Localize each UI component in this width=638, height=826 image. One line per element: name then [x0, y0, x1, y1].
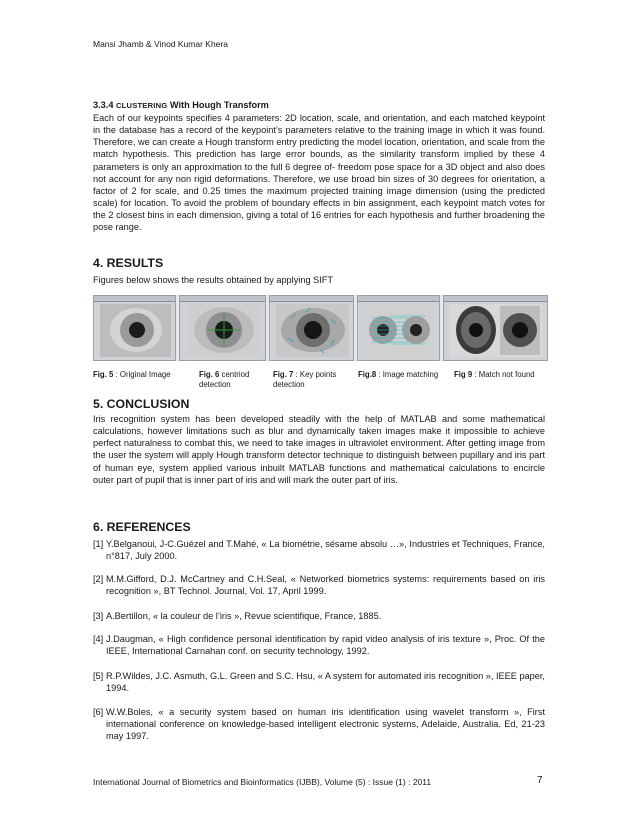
caption-text: : Key points detection	[273, 370, 337, 389]
caption-text: : Match not found	[472, 370, 535, 379]
reference-number: [1]	[93, 539, 104, 549]
reference-item	[93, 706, 545, 742]
caption-label: Fig. 6	[199, 370, 220, 379]
caption-fig-9	[454, 370, 550, 380]
reference-number: [4]	[93, 634, 104, 644]
figure-7-keypoints-detection	[269, 295, 354, 361]
journal-footer: International Journal of Biometrics and Bioinformatics (IJBB), Volume (5) : Issue (1) : 2011	[93, 777, 432, 787]
results-heading: 4. RESULTS	[93, 256, 164, 270]
eye-image	[100, 304, 171, 357]
reference-item	[93, 633, 545, 657]
figure-strip	[93, 295, 548, 361]
reference-text: Y.Belganoui, J-C.Guézel and T.Mahé, « La biométrie, sésame absolu …», Industries et Techniques, France, n°817, July 2000.	[106, 539, 545, 562]
figure-9-match-not-found	[443, 295, 548, 361]
reference-text: W.W.Boles, « a security system based on human iris identification using wavelet transform », First international conference on knowledge-based intelligent electronic systems, Adelaide, Australia. Ed, 21-23 may 1997.	[106, 707, 545, 742]
eye-image-keypoints	[276, 304, 349, 357]
subsection-heading-334	[93, 100, 269, 110]
conclusion-paragraph: Iris recognition system has been developed steadily with the help of MATLAB and some mathematical calculations, however limitations such as blur and dynamically taken images make it impossible to achieve perfect naturalness to combat this, we need to take images in ultraviolet environment. After getting image from the user the system will apply Hough transform detector technique to distinguish between pupillary and iris part of human eye, system applied various inbuilt MATLAB functions and mathematical calculations to encircle outer part of pupil that is inner part of iris and will mark the outer part of iris.	[93, 414, 545, 485]
caption-text: : Original Image	[113, 370, 171, 379]
subsection-smallcaps: CLUSTERING	[116, 101, 168, 110]
running-header: Mansi Jhamb & Vinod Kumar Khera	[93, 39, 228, 49]
subsection-number: 3.3.4	[93, 100, 116, 110]
caption-label: Fig. 5	[93, 370, 114, 379]
reference-item	[93, 573, 545, 597]
window-titlebar	[270, 296, 353, 302]
reference-item	[93, 610, 545, 622]
references-heading: 6. REFERENCES	[93, 520, 191, 534]
figure-8-image-matching	[357, 295, 440, 361]
caption-text: centriod detection	[199, 370, 250, 389]
conclusion-heading: 5. CONCLUSION	[93, 397, 190, 411]
caption-fig-7	[273, 370, 353, 390]
clustering-paragraph: Each of our keypoints specifies 4 parameters: 2D location, scale, and orientation, and each matched keypoint in the database has a record of the keypoint’s parameters relative to the training image in which it was found. Therefore, we can create a Hough transform entry predicting the model location, orientation, and scale from the match hypothesis. This prediction has large error bounds, as the similarity transform implied by these 4 parameters is only an approximation to the full 6 degree of- freedom pose space for a 3D object and also does not account for any non rigid deformations. Therefore, we use broad bin sizes of 30 degrees for orientation, a factor of 2 for scale, and 0.25 times the maximum projected training image dimension (using the predicted scale) for location. To avoid the problem of boundary effects in bin assignment, each keypoint match votes for the 2 closest bins in each dimension, giving a total of 16 entries for each hypothesis and further broadening the pose range.	[93, 113, 545, 233]
reference-number: [3]	[93, 611, 104, 621]
reference-number: [2]	[93, 574, 104, 584]
reference-text: R.P.Wildes, J.C. Asmuth, G.L. Green and S.C. Hsu, « A system for automated iris recognition », IEEE paper, 1994.	[106, 671, 545, 694]
eye-pair-matching	[364, 304, 435, 357]
caption-fig-8	[358, 370, 450, 380]
reference-item	[93, 538, 545, 562]
reference-text: A.Bertillon, « la couleur de l’iris », Revue scientifique, France, 1885.	[106, 611, 382, 621]
window-titlebar	[94, 296, 175, 302]
iris-photo	[186, 304, 259, 355]
caption-label: Fig. 7	[273, 370, 294, 379]
caption-fig-6	[199, 370, 269, 390]
matching-photo	[364, 304, 433, 355]
reference-item	[93, 670, 545, 694]
eye-image-centroid	[186, 304, 261, 357]
window-titlebar	[444, 296, 547, 302]
iris-photo	[276, 304, 347, 355]
reference-text: M.M.Gifford, D.J. McCartney and C.H.Seal, « Networked biometrics systems: requirements based on iris recognition », BT Technol. Journal, Vol. 17, April 1999.	[106, 574, 545, 597]
reference-number: [6]	[93, 707, 104, 717]
reference-number: [5]	[93, 671, 104, 681]
window-titlebar	[358, 296, 439, 302]
caption-label: Fig.8	[358, 370, 377, 379]
figure-6-centroid-detection	[179, 295, 266, 361]
iris-photo	[100, 304, 169, 355]
results-intro: Figures below shows the results obtained by applying SIFT	[93, 275, 334, 285]
subsection-title-rest: With Hough Transform	[167, 100, 269, 110]
reference-text: J.Daugman, « High confidence personal identification by rapid video analysis of iris texture », Proc. Of the IEEE, International Carnahan conf. on security technology, 1992.	[106, 634, 545, 657]
caption-fig-5	[93, 370, 173, 380]
window-titlebar	[180, 296, 265, 302]
page-number: 7	[537, 775, 543, 786]
matching-photo	[450, 304, 541, 355]
caption-label: Fig 9	[454, 370, 473, 379]
eye-pair-no-match	[450, 304, 543, 357]
caption-text: : Image matching	[376, 370, 439, 379]
figure-5-original-image	[93, 295, 176, 361]
